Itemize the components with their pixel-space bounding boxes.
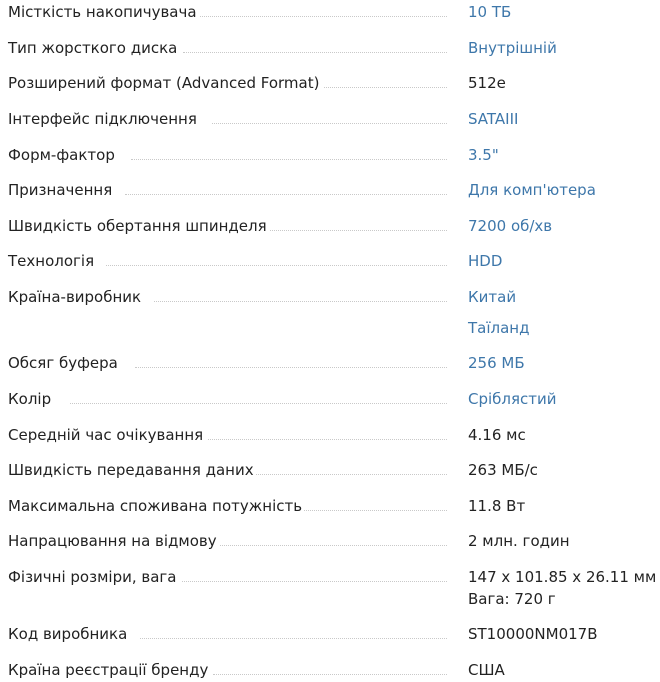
spec-values xyxy=(468,424,660,446)
spec-value: Вага: 720 г xyxy=(468,590,556,608)
spec-values xyxy=(468,72,660,94)
spec-label: Колір xyxy=(8,390,52,408)
dotted-leader xyxy=(296,510,447,511)
spec-label: Фізичні розміри, вага xyxy=(8,568,177,586)
dotted-leader xyxy=(182,581,447,582)
spec-value: 512e xyxy=(468,74,506,92)
spec-label: Місткість накопичувача xyxy=(8,3,197,21)
dotted-leader xyxy=(213,674,447,675)
dotted-leader xyxy=(190,16,447,17)
dotted-leader xyxy=(154,301,447,302)
spec-values xyxy=(468,215,660,237)
spec-label: Розширений формат (Advanced Format) xyxy=(8,74,320,92)
spec-value-link[interactable]: 3.5" xyxy=(468,146,499,164)
dotted-leader xyxy=(208,439,447,440)
spec-value-link[interactable]: 256 МБ xyxy=(468,354,525,372)
spec-label: Код виробника xyxy=(8,625,128,643)
dotted-leader xyxy=(324,87,447,88)
spec-values xyxy=(468,388,660,410)
spec-values xyxy=(468,1,660,23)
dotted-leader xyxy=(140,638,447,639)
spec-values xyxy=(468,659,660,681)
spec-values xyxy=(468,566,660,610)
spec-value: ST10000NM017B xyxy=(468,625,598,643)
dotted-leader xyxy=(212,123,447,124)
spec-value: 4.16 мс xyxy=(468,426,526,444)
dotted-leader xyxy=(262,230,447,231)
spec-value: 147 x 101.85 x 26.11 мм xyxy=(468,568,657,586)
spec-value-link[interactable]: HDD xyxy=(468,252,503,270)
spec-label: Форм-фактор xyxy=(8,146,115,164)
spec-value-link[interactable]: Для комп'ютера xyxy=(468,181,596,199)
spec-value-link[interactable]: Китай xyxy=(468,288,517,306)
spec-value: США xyxy=(468,661,505,679)
spec-value-link[interactable]: 7200 об/хв xyxy=(468,217,553,235)
spec-label: Середній час очікування xyxy=(8,426,204,444)
spec-values xyxy=(468,530,660,552)
dotted-leader xyxy=(218,545,447,546)
dotted-leader xyxy=(135,367,447,368)
spec-label: Країна-виробник xyxy=(8,288,142,306)
spec-label: Максимальна споживана потужність xyxy=(8,497,303,515)
spec-values xyxy=(468,37,660,59)
spec-value-link[interactable]: Внутрішній xyxy=(468,39,557,57)
spec-values xyxy=(468,144,660,166)
spec-label: Швидкість обертання шпинделя xyxy=(8,217,267,235)
spec-values xyxy=(468,495,660,517)
dotted-leader xyxy=(70,403,447,404)
spec-values xyxy=(468,459,660,481)
dotted-leader xyxy=(131,159,447,160)
spec-label: Напрацювання на відмову xyxy=(8,532,217,550)
spec-label: Технологія xyxy=(8,252,95,270)
dotted-leader xyxy=(125,194,447,195)
spec-value: 2 млн. годин xyxy=(468,532,570,550)
spec-value-link[interactable]: Таїланд xyxy=(468,319,530,337)
spec-value-link[interactable]: Сріблястий xyxy=(468,390,557,408)
spec-values xyxy=(468,352,660,374)
spec-value-link[interactable]: 10 ТБ xyxy=(468,3,512,21)
spec-values xyxy=(468,623,660,645)
spec-label: Інтерфейс підключення xyxy=(8,110,197,128)
spec-values xyxy=(468,108,660,130)
spec-label: Обсяг буфера xyxy=(8,354,118,372)
dotted-leader xyxy=(106,265,447,266)
spec-label: Тип жорсткого диска xyxy=(8,39,178,57)
spec-label: Країна реєстрації бренду xyxy=(8,661,209,679)
dotted-leader xyxy=(249,474,447,475)
spec-values xyxy=(468,286,660,339)
dotted-leader xyxy=(183,52,447,53)
spec-label: Призначення xyxy=(8,181,113,199)
spec-values xyxy=(468,179,660,201)
spec-value-link[interactable]: SATAIII xyxy=(468,110,519,128)
spec-value: 263 МБ/с xyxy=(468,461,538,479)
spec-value: 11.8 Вт xyxy=(468,497,526,515)
spec-values xyxy=(468,250,660,272)
spec-label: Швидкість передавання даних xyxy=(8,461,254,479)
